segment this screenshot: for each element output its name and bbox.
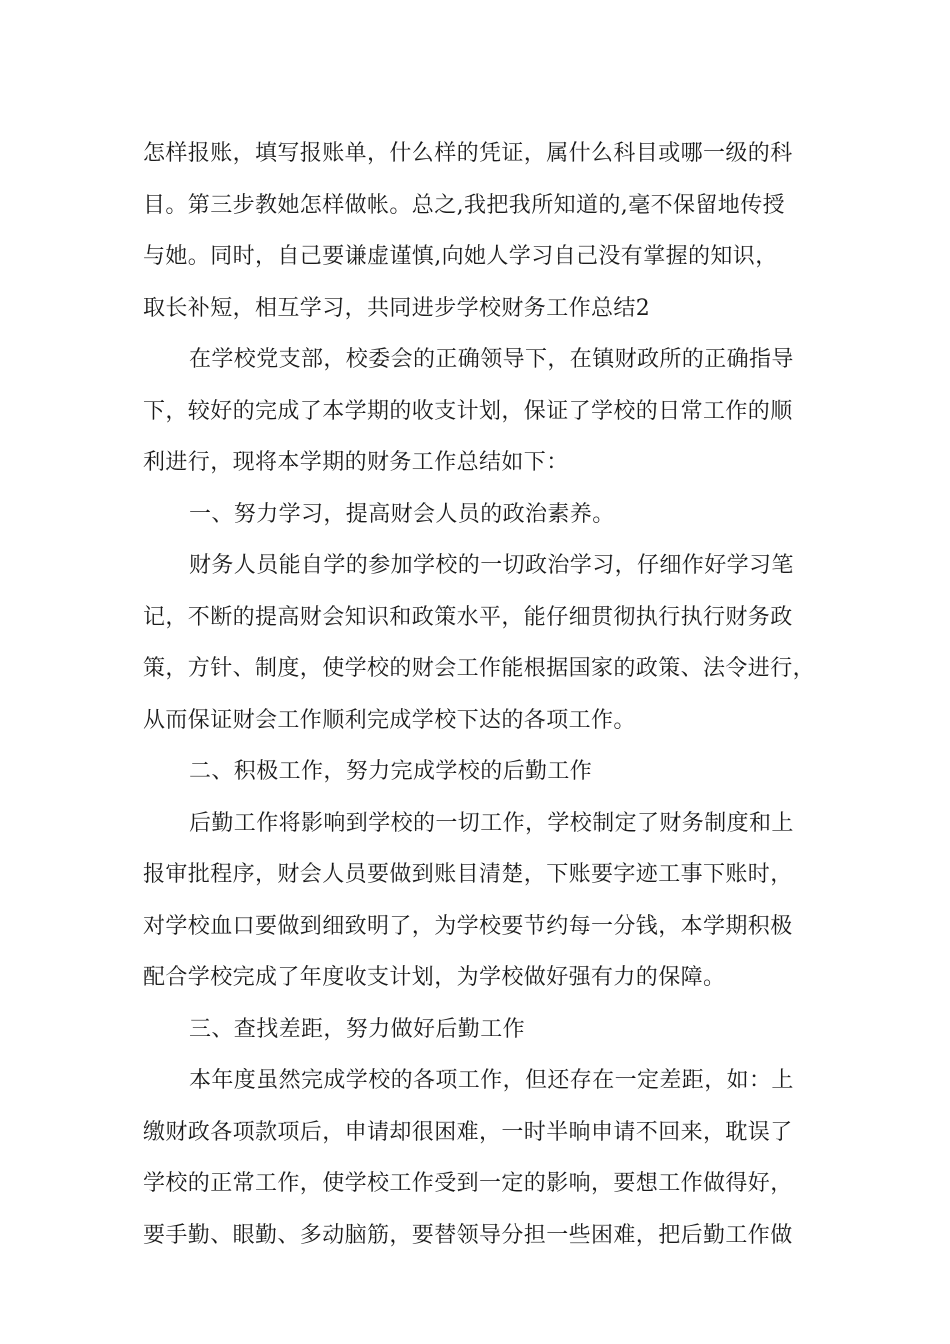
text-line: 记，不断的提高财会知识和政策水平，能仔细贯彻执行执行财务政 <box>143 604 793 630</box>
paragraph-1 <box>143 128 823 334</box>
text-line: 后勤工作将影响到学校的一切工作，学校制定了财务制度和上 <box>189 810 794 836</box>
text-line: 利进行，现将本学期的财务工作总结如下： <box>143 450 569 475</box>
text-line: 从而保证财会工作顺利完成学校下达的各项工作。 <box>143 707 636 733</box>
paragraph-3 <box>143 540 823 746</box>
text-line: 与她。同时，自己要谦虚谨慎,向她人学习自己没有掌握的知识， <box>143 244 778 269</box>
text-line: 报审批程序，财会人员要做到账目清楚，下账要字迹工事下账时， <box>143 862 793 887</box>
text-line: 配合学校完成了年度收支计划，为学校做好强有力的保障。 <box>143 965 726 990</box>
text-line: 要手勤、眼勤、多动脑筋，要替领导分担一些困难，把后勤工作做 <box>143 1222 793 1248</box>
text-line: 缴财政各项款项后，申请却很困难，一时半晌申请不回来，耽误了 <box>143 1119 793 1145</box>
section-heading-3 <box>143 1004 823 1056</box>
text-line: 策，方针、制度，使学校的财会工作能根据国家的政策、法令进行， <box>143 656 816 681</box>
text-line: 目。第三步教她怎样做帐。总之,我把我所知道的,毫不保留地传授 <box>143 192 785 218</box>
document-body <box>143 128 823 1261</box>
text-line: 取长补短，相互学习，共同进步学校财务工作总结2 <box>143 295 651 321</box>
text-line: 在学校党支部，校委会的正确领导下，在镇财政所的正确指导 <box>189 347 794 372</box>
text-line: 财务人员能自学的参加学校的一切政治学习，仔细作好学习笔 <box>189 553 794 578</box>
text-line: 学校的正常工作，使学校工作受到一定的影响，要想工作做得好， <box>143 1171 793 1196</box>
text-line: 三、查找差距，努力做好后勤工作 <box>189 1016 526 1042</box>
paragraph-4 <box>143 798 823 1004</box>
text-line: 怎样报账，填写报账单，什么样的凭证，属什么科目或哪一级的科 <box>143 141 793 166</box>
paragraph-2 <box>143 334 823 489</box>
text-line: 二、积极工作，努力完成学校的后勤工作 <box>189 759 593 784</box>
section-heading-1 <box>143 489 823 541</box>
section-heading-2 <box>143 746 823 798</box>
text-line: 对学校血口要做到细致明了，为学校要节约每一分钱，本学期积极 <box>143 913 793 939</box>
text-line: 下，较好的完成了本学期的收支计划，保证了学校的日常工作的顺 <box>143 398 793 424</box>
paragraph-5 <box>143 1055 823 1261</box>
text-line: 本年度虽然完成学校的各项工作，但还存在一定差距，如：上 <box>189 1068 794 1093</box>
text-line: 一、努力学习，提高财会人员的政治素养。 <box>189 501 615 527</box>
